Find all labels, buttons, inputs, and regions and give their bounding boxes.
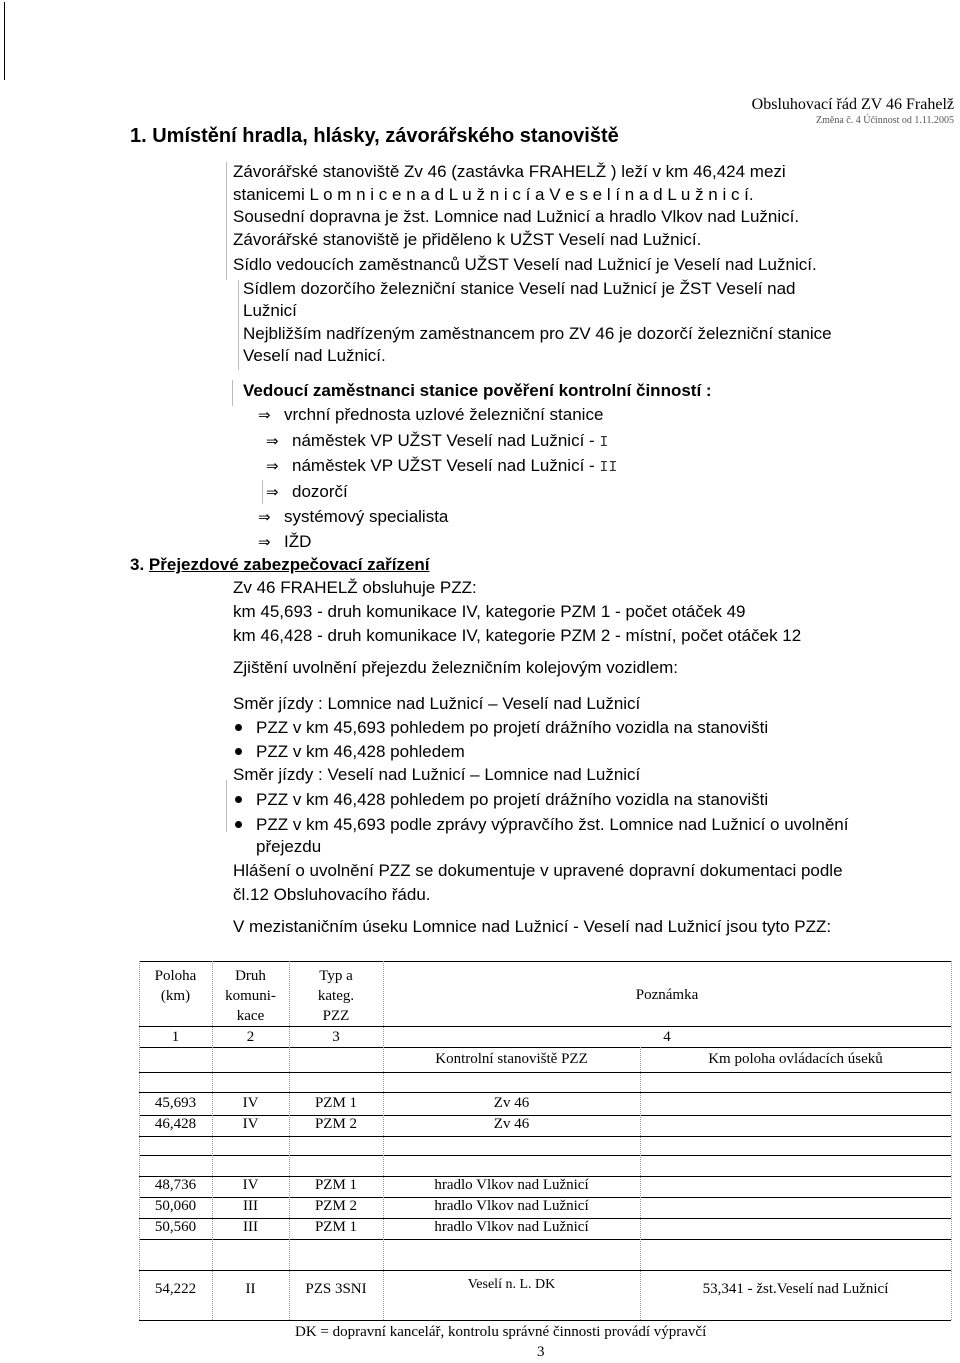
section-3-heading: 3. Přejezdové zabezpečovací zařízení (130, 555, 430, 574)
location-line-4: Závorářské stanoviště je přiděleno k UŽST Veselí nad Lužnicí. (233, 230, 702, 249)
header-typ: Typ a kateg. PZZ (317, 968, 355, 1024)
pzz-intro: Zv 46 FRAHELŽ obsluhuje PZZ: (233, 578, 477, 597)
location-line-5: Sídlo vedoucích zaměstnanců UŽST Veselí nad Lužnicí je Veselí nad Lužnicí. (233, 255, 817, 274)
detection-line: Zjištění uvolnění přejezdu železničním kolejovým vozidlem: (233, 658, 679, 677)
arrow-icon: ⇒ (266, 483, 279, 501)
revision-bar (226, 162, 227, 280)
document-change-note: Změna č. 4 Účinnost od 1.11.2005 (816, 115, 954, 126)
manager-item: ⇒ systémový specialista (258, 507, 449, 526)
arrow-icon: ⇒ (266, 457, 279, 475)
subheader-kontrolni: Kontrolní stanoviště PZZ (435, 1051, 588, 1067)
direction-2-item-continued: přejezdu (256, 837, 322, 856)
location-line-1: Závorářské stanoviště Zv 46 (zastávka FRAHELŽ ) leží v km 46,424 mezi (233, 162, 786, 181)
location-line-3: Sousední dopravna je žst. Lomnice nad Lužnicí a hradlo Vlkov nad Lužnicí. (233, 207, 800, 226)
revision-bar (262, 480, 263, 504)
manager-item: ⇒ dozorčí (266, 482, 348, 501)
header-poloha: Poloha (km) (154, 968, 197, 1004)
arrow-icon: ⇒ (258, 533, 271, 551)
km-line-2: km 46,428 - druh komunikace IV, kategorie PZM 2 - místní, počet otáček 12 (233, 626, 802, 645)
report-line-1: Hlášení o uvolnění PZZ se dokumentuje v upravené dopravní dokumentaci podle (233, 861, 843, 880)
direction-1-item: PZZ v km 45,693 pohledem po projetí drážního vozidla na stanovišti (256, 718, 769, 737)
manager-item: ⇒ vrchní přednosta uzlové železniční stanice (258, 405, 604, 424)
page-number: 3 (537, 1344, 545, 1360)
arrow-icon: ⇒ (266, 432, 279, 450)
direction-1-item: PZZ v km 46,428 pohledem (256, 742, 465, 761)
column-number: 1 (171, 1029, 180, 1045)
report-line-2: čl.12 Obsluhovacího řádu. (233, 885, 431, 904)
location-line-2: stanicemi L o m n i c e n a d L u ž n i c í a V e s e l í n a d L u ž n i c í. (233, 185, 754, 204)
direction-2: Směr jízdy : Veselí nad Lužnicí – Lomnice nad Lužnicí (233, 765, 641, 784)
manager-item: ⇒ náměstek VP UŽST Veselí nad Lužnicí - I (266, 431, 609, 451)
direction-2-item: PZZ v km 46,428 pohledem po projetí drážního vozidla na stanovišti (256, 790, 769, 809)
km-line-1: km 45,693 - druh komunikace IV, kategorie PZM 1 - počet otáček 49 (233, 602, 746, 621)
column-number: 3 (332, 1029, 340, 1045)
bullet-icon (235, 724, 242, 731)
arrow-icon: ⇒ (258, 508, 271, 526)
supervisor-line-2: Lužnicí (243, 301, 297, 320)
supervisor-line-3: Nejbližším nadřízeným zaměstnancem pro ZV 46 je dozorčí železniční stanice (243, 324, 832, 343)
manager-item: ⇒ IŽD (258, 532, 312, 551)
revision-bar (232, 380, 233, 406)
bullet-icon (235, 748, 242, 755)
footnote: DK = dopravní kancelář, kontrolu správné činnosti provádí výpravčí (295, 1324, 707, 1340)
section-pzz-line: V mezistaničním úseku Lomnice nad Lužnicí - Veselí nad Lužnicí jsou tyto PZZ: (233, 917, 832, 936)
column-number: 2 (246, 1029, 255, 1045)
subheader-km-poloha: Km poloha ovládacích úseků (708, 1051, 883, 1067)
manager-item: ⇒ náměstek VP UŽST Veselí nad Lužnicí - II (266, 456, 618, 476)
managers-heading: Vedoucí zaměstnanci stanice pověření kontrolní činností : (243, 381, 712, 400)
supervisor-line-4: Veselí nad Lužnicí. (243, 346, 386, 365)
section-1-heading: 1. Umístění hradla, hlásky, závorářského stanoviště (130, 125, 619, 147)
column-number: 4 (663, 1029, 671, 1045)
revision-bar (238, 280, 239, 370)
bullet-icon (235, 796, 242, 803)
bullet-icon (235, 821, 242, 828)
supervisor-line-1: Sídlem dozorčího železniční stanice Veselí nad Lužnicí je ŽST Veselí nad (243, 279, 796, 298)
revision-bar (226, 780, 227, 832)
document-title: Obsluhovací řád ZV 46 Frahelž (751, 96, 954, 113)
header-druh: Druh komuni- kace (225, 968, 276, 1024)
direction-1: Směr jízdy : Lomnice nad Lužnicí – Veselí nad Lužnicí (233, 694, 641, 713)
margin-mark (4, 2, 5, 80)
header-poznamka: Poznámka (635, 987, 699, 1003)
direction-2-item: PZZ v km 45,693 podle zprávy výpravčího žst. Lomnice nad Lužnicí o uvolnění (256, 815, 849, 834)
arrow-icon: ⇒ (258, 406, 271, 424)
